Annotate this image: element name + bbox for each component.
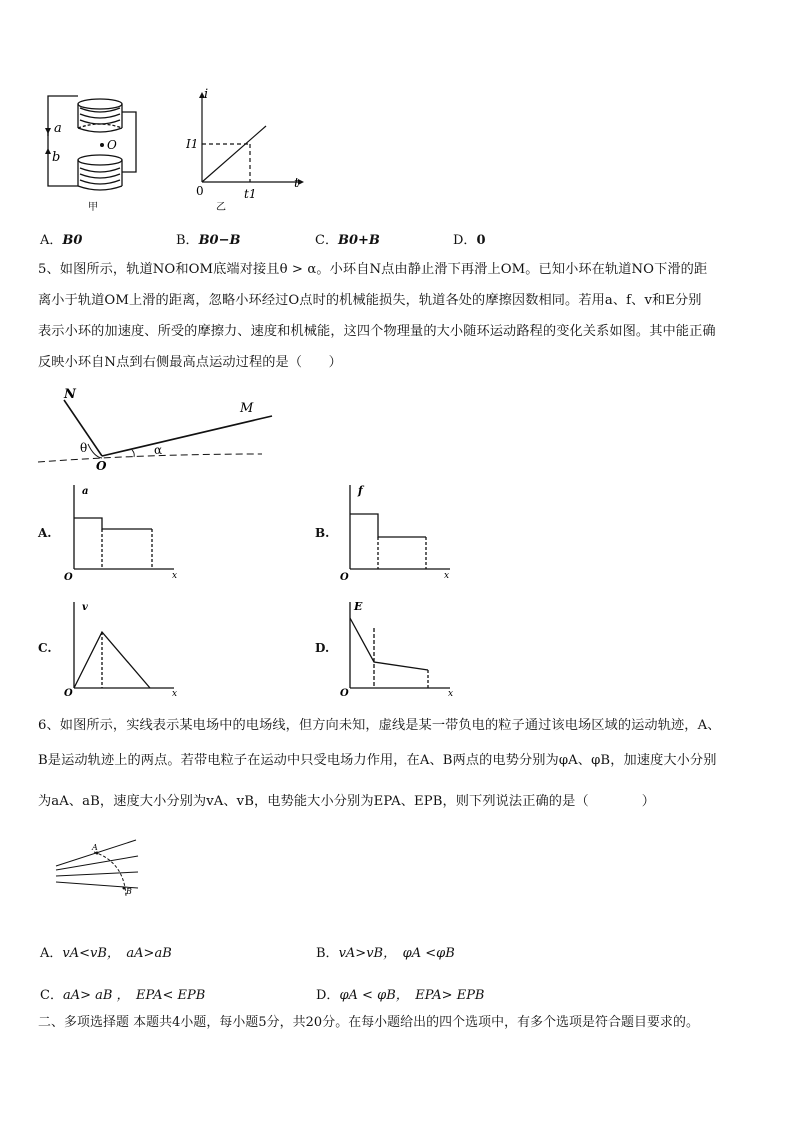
q5-graph-d xyxy=(338,596,460,698)
q5-graph-b-letter: B. xyxy=(315,526,330,540)
q4-option-d: D．0 xyxy=(453,233,486,248)
q6-option-b: B．vA>vB， φA <φB xyxy=(316,946,455,961)
axis-v: v xyxy=(82,602,88,613)
q5-graph-d-letter: D. xyxy=(315,641,330,655)
axis-t: t xyxy=(294,176,300,191)
caption-yi: 乙 xyxy=(216,202,226,213)
origin: O xyxy=(340,572,349,583)
label-t1: t1 xyxy=(244,187,257,201)
label-alpha: α xyxy=(154,443,163,457)
q5-line-2: 离小于轨道OM上滑的距离，忽略小环经过O点时的机械能损失，轨道各处的摩擦因数相同。若用a、f、v和E分别 xyxy=(38,293,702,308)
label-b: b xyxy=(52,150,61,165)
axis-e: E xyxy=(354,600,363,613)
section-2-heading: 二、多项选择题 本题共4小题，每小题5分，共20分。在每小题给出的四个选项中，有多个选项是符合题目要求的。 xyxy=(38,1015,699,1030)
q5-graph-c xyxy=(62,596,184,698)
axis-x: x xyxy=(172,689,178,698)
axis-x: x xyxy=(172,571,178,581)
caption-jia: 甲 xyxy=(88,202,98,213)
q5-track-figure xyxy=(36,384,286,470)
origin: O xyxy=(64,572,73,583)
q5-line-4: 反映小环自N点到右侧最高点运动过程的是（ ） xyxy=(38,355,342,370)
label-b: B xyxy=(126,887,132,896)
q6-line-2: B是运动轨迹上的两点。若带电粒子在运动中只受电场力作用，在A、B两点的电势分别为φA、φB，加速度大小分别 xyxy=(38,753,717,768)
origin-0: 0 xyxy=(196,184,204,198)
axis-f: f xyxy=(358,484,363,497)
q4-option-a: A．B0 xyxy=(40,233,83,248)
q5-graph-c-letter: C. xyxy=(38,641,52,655)
origin: O xyxy=(340,688,349,698)
label-i1: I1 xyxy=(186,137,199,151)
q6-option-c: C．aA> aB ， EPA< EPB xyxy=(40,988,206,1003)
q5-line-3: 表示小环的加速度、所受的摩擦力、速度和机械能，这四个物理量的大小随环运动路程的变化关系如图。其中能正确 xyxy=(38,324,716,339)
axis-a: a xyxy=(82,486,89,497)
label-n: N xyxy=(64,387,76,402)
axis-i: i xyxy=(204,87,209,102)
label-a: a xyxy=(54,121,62,136)
q5-line-1: 5、如图所示，轨道NO和OM底端对接且θ > α。小环自N点由静止滑下再滑上OM。已知小环在轨道NO下滑的距 xyxy=(38,262,708,277)
origin: O xyxy=(64,688,73,698)
label-a: A xyxy=(92,843,98,852)
q6-field-figure xyxy=(52,836,144,904)
figure-jia xyxy=(38,88,148,213)
axis-x: x xyxy=(444,571,450,581)
q5-graph-a xyxy=(62,481,184,583)
q6-option-a: A．vA<vB， aA>aB xyxy=(40,946,172,961)
axis-x: x xyxy=(448,689,454,698)
q4-option-b: B．B0−B xyxy=(176,233,241,248)
q6-line-3: 为aA、aB，速度大小分别为vA、vB，电势能大小分别为EPA、EPB，则下列说法正确的是（ ） xyxy=(38,794,656,809)
label-theta: θ xyxy=(80,441,88,455)
figure-yi xyxy=(186,86,311,214)
q6-option-d: D．φA < φB， EPA> EPB xyxy=(316,988,485,1003)
q5-graph-a-letter: A. xyxy=(38,526,52,540)
q4-option-c: C．B0+B xyxy=(315,233,380,248)
q6-line-1: 6、如图所示，实线表示某电场中的电场线，但方向未知，虚线是某一带负电的粒子通过该电场区域的运动轨迹，A、 xyxy=(38,718,721,733)
q5-graph-b xyxy=(338,481,460,583)
label-o: O xyxy=(96,459,107,470)
label-m: M xyxy=(240,401,254,416)
label-o: O xyxy=(107,138,117,152)
